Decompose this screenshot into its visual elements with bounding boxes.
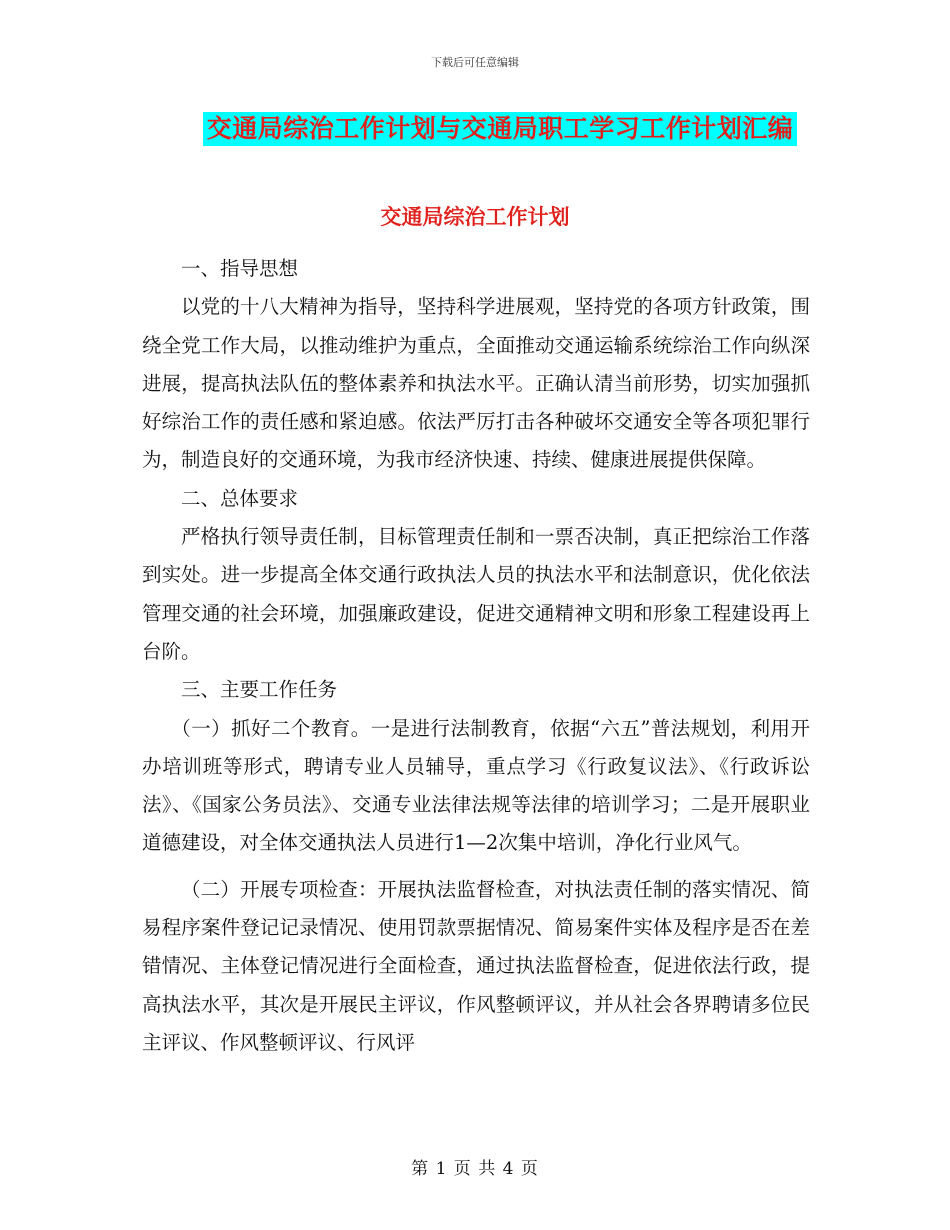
paragraph-guiding-ideology: 以党的十八大精神为指导，坚持科学进展观，坚持党的各项方针政策，围绕全党工作大局，以推动维护为重点，全面推动交通运输系统综治工作向纵深进展，提高执法队伍的整体素养和执法水平。正确认清当前形势，切实加强抓好综治工作的责任感和紧迫感。依法严厉打击各种破坏交通安全等各项犯罪行为，制造良好的交通环境，为我市经济快速、持续、健康进展提供保障。 xyxy=(142,295,810,472)
document-body xyxy=(142,222,810,1062)
header-note: 下载后可任意编辑 xyxy=(431,56,519,69)
paragraph-task-inspection: （二）开展专项检查：开展执法监督检查，对执法责任制的落实情况、简易程序案件登记记录情况、使用罚款票据情况、简易案件实体及程序是否在差错情况、主体登记情况进行全面检查，通过执法监督检查，促进依法行政，提高执法水平，其次是开展民主评议，作风整顿评议，并从社会各界聘请多位民主评议、作风整顿评议、行风评 xyxy=(142,877,810,1054)
section-title: 交通局综治工作计划 xyxy=(380,204,570,229)
paragraph-task-education: （一）抓好二个教育。一是进行法制教育，依据“六五”普法规划，利用开办培训班等形式，聘请专业人员辅导，重点学习《行政复议法》、《行政诉讼法》、《国家公务员法》、交通专业法律法规等法律的培训学习；二是开展职业道德建设，对全体交通执法人员进行1—2次集中培训，净化行业风气。 xyxy=(142,716,810,855)
main-title: 交通局综治工作计划与交通局职工学习工作计划汇编 xyxy=(203,112,798,146)
heading-guiding-ideology: 一、指导思想 xyxy=(181,257,299,280)
main-title-container xyxy=(0,112,950,146)
page-number: 第 1 页 共 4 页 xyxy=(411,1159,539,1179)
heading-general-requirements: 二、总体要求 xyxy=(181,486,299,510)
heading-main-tasks: 三、主要工作任务 xyxy=(181,678,338,702)
paragraph-general-requirements: 严格执行领导责任制，目标管理责任制和一票否决制，真正把综治工作落到实处。进一步提高全体交通行政执法人员的执法水平和法制意识，优化依法管理交通的社会环境，加强廉政建设，促进交通精神文明和形象工程建设再上台阶。 xyxy=(142,525,810,663)
